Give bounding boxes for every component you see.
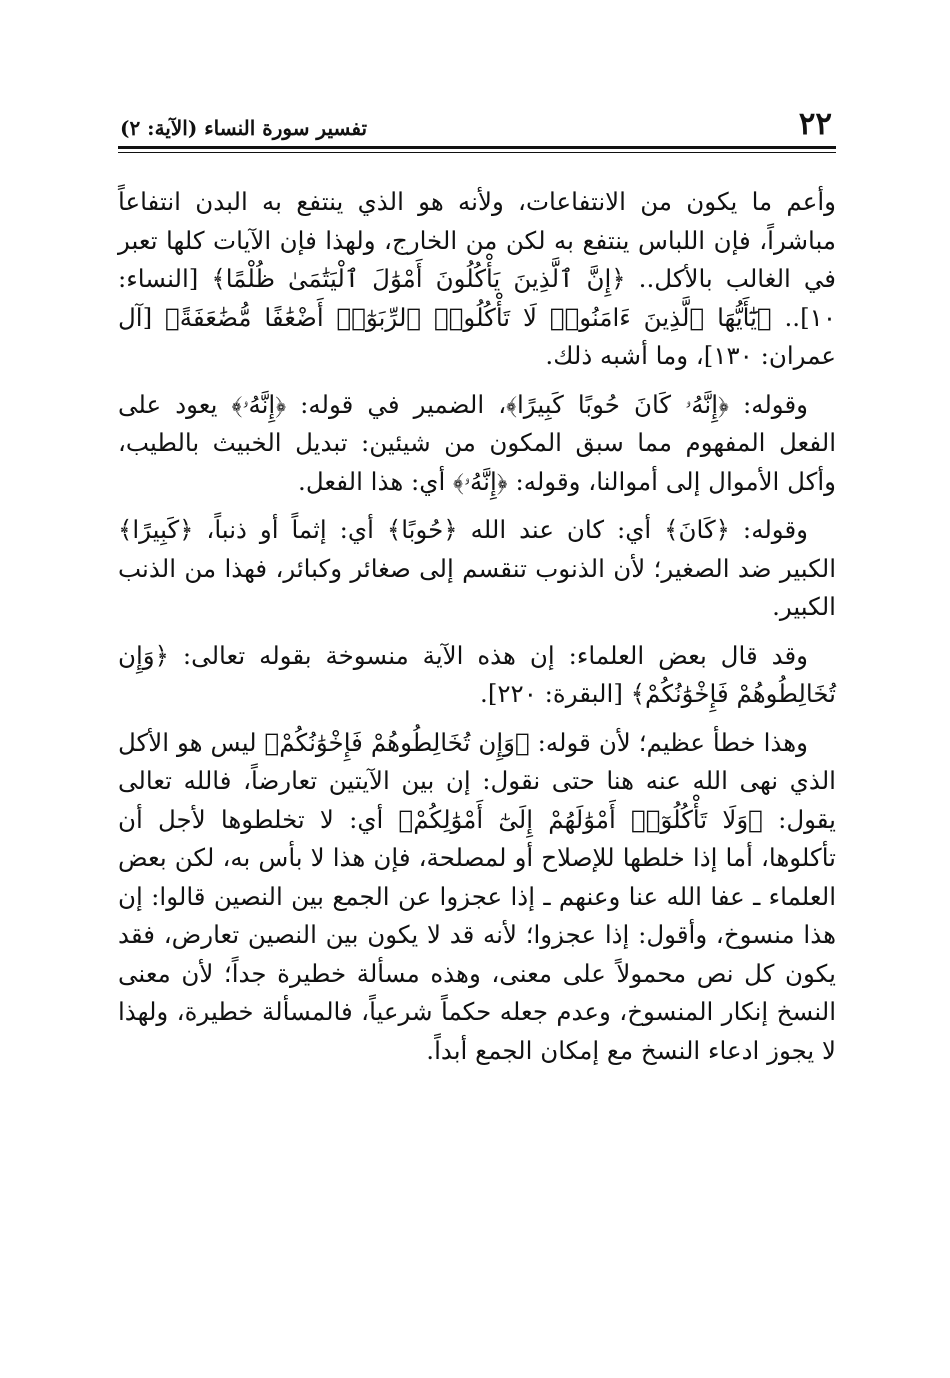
header-rule-thin: [118, 152, 836, 153]
paragraph-3: وقوله: ﴿كَانَ﴾ أي: كان عند الله ﴿حُوبًا﴾ أي: إثماً أو ذنباً، ﴿كَبِيرًا﴾ الكبير ضد الصغير؛ لأن الذنوب تنقسم إلى صغائر وكبائر، فهذا من الذنب الكبير.: [118, 515, 836, 621]
book-page: [118, 96, 836, 1080]
paragraph-5: وهذا خطأ عظيم؛ لأن قوله: ﴿وَإِن تُخَالِطُوهُمْ فَإِخْوَٰنُكُمْ﴾ ليس هو الأكل الذي نهى الله عنه هنا حتى نقول: إن بين الآيتين تعارضاً، فالله تعالى يقول: ﴿وَلَا تَأْكُلُوٓا۟ أَمْوَٰلَهُمْ إِلَىٰٓ أَمْوَٰلِكُمْ﴾ أي: لا تخلطوها لأجل أن تأكلوها، أما إذا خلطها للإصلاح أو لمصلحة، فإن هذا لا بأس به، لكن بعض العلماء ـ عفا الله عنا وعنهم ـ إذا عجزوا عن الجمع بين النصين قالوا: إن هذا منسوخ، وأقول: إذا عجزوا؛ لأنه قد لا يكون بين النصين تعارض، فقد يكون كل نص محمولاً على معنى، وهذه مسألة خطيرة جداً؛ لأن معنى النسخ إنكار المنسوخ، وعدم جعله حكماً شرعياً، فالمسألة خطيرة، ولهذا لا يجوز ادعاء النسخ مع إمكان الجمع أبداً.: [118, 727, 836, 1065]
body-text: [118, 183, 836, 1070]
paragraph-2: وقوله: ﴿إِنَّهُۥ كَانَ حُوبًا كَبِيرًا﴾، الضمير في قوله: ﴿إِنَّهُۥ﴾ يعود على الفعل المفهوم مما سبق المكون من شيئين: تبديل الخبيث بالطيب، وأكل الأموال إلى أموالنا، وقوله: ﴿إِنَّهُۥ﴾ أي: هذا الفعل.: [118, 389, 836, 496]
paragraph-4: وقد قال بعض العلماء: إن هذه الآية منسوخة بقوله تعالى: ﴿وَإِن تُخَالِطُوهُمْ فَإِخْوَٰنُكُمْ﴾ [البقرة: ٢٢٠].: [118, 640, 836, 708]
page-header: [118, 96, 836, 140]
header-rule-thick: [118, 146, 836, 149]
running-title: تفسير سورة النساء (الآية: ٢): [120, 116, 368, 140]
page-number: ٢٢: [798, 106, 832, 142]
paragraph-1: وأعم ما يكون من الانتفاعات، ولأنه هو الذي ينتفع به البدن انتفاعاً مباشراً، فإن اللباس ينتفع به لكن من الخارج، ولهذا فإن الآيات كلها تعبر في الغالب بالأكل.. ﴿إِنَّ ٱلَّذِينَ يَأْكُلُونَ أَمْوَٰلَ ٱلْيَتَٰمَىٰ ظُلْمًا﴾ [النساء: ١٠].. ﴿يَٰٓأَيُّهَا ٱلَّذِينَ ءَامَنُوا۟ لَا تَأْكُلُوا۟ ٱلرِّبَوٰٓا۟ أَضْعَٰفًا مُّضَٰعَفَةً﴾ [آل عمران: ١٣٠]، وما أشبه ذلك.: [118, 187, 836, 370]
